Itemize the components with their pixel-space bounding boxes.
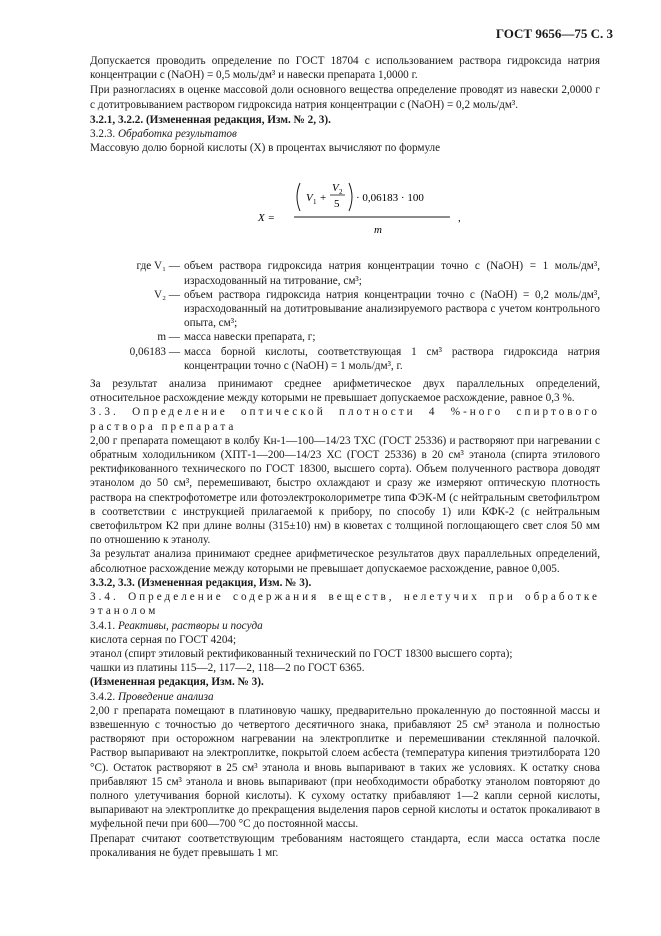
paragraph: Массовую долю борной кислоты (X) в процентах вычисляют по формуле	[90, 142, 441, 155]
formula-lhs: X =	[258, 212, 275, 225]
definition-row: m — масса навески препарата, г;	[157, 331, 316, 344]
section-heading: 3.3. Определение оптической плотности 4 %-ного спиртового раствора препарата	[90, 406, 600, 433]
amendment-note: (Измененная редакция, Изм. № 3).	[90, 676, 264, 689]
section-heading: 3.2.3. Обработка результатов	[90, 128, 237, 141]
paragraph: За результат анализа принимают среднее арифметическое двух параллельных определений, относительное расхождение между которыми не превышает допускаемое расхождение, равное 0,3 %.	[90, 378, 600, 405]
svg-text:V: V	[332, 182, 339, 195]
section-heading: 3.4.1. Реактивы, растворы и посуда	[90, 619, 263, 632]
svg-text:+: +	[320, 192, 327, 205]
definition-row: где V₁ — объем раствора гидроксида натрия концентрации точно c (NaOH) = 1 моль/дм³, израсходованный на титрование, см³;	[136, 260, 600, 287]
paragraph: 2,00 г препарата помещают в колбу Кн-1—100—14/23 ТХС (ГОСТ 25336) и растворяют при нагревании с обратным холодильником (ХПТ-1—200—14/23 ХС (ГОСТ 25336) в 20 см³ этанола (спирта этилового ректификованного технического по ГОСТ 18300, высшего сорта). Объем полученного раствора доводят этанолом до 50 см³, перемешивают, быстро охлаждают и сразу же измеряют оптическую плотность раствора на спектрофотометре или фотоэлектроколориметре типа ФЭК-М (с нейтральным светофильтром в соответствии с инструкцией прилагаемой к прибору, по способу 1) или КФК-2 (с нейтральным светофильтром К2 при длине волны (315±10) нм) в кюветах с толщиной поглощающего свет слоя 50 мм по отношению к этанолу.	[90, 434, 600, 547]
definition-row: 0,06183 — масса борной кислоты, соответствующая 1 см³ раствора гидроксида натрия концентрации точно c (NaOH) = 1 моль/дм³, г.	[129, 345, 600, 372]
page-header: ГОСТ 9656—75 С. 3	[495, 26, 613, 41]
formula	[90, 161, 600, 257]
variable-definitions	[90, 259, 600, 373]
list-item: кислота серная по ГОСТ 4204;	[90, 633, 237, 646]
document-body	[90, 54, 600, 860]
list-item: чашки из платины 115—2, 117—2, 118—2 по ГОСТ 6365.	[90, 662, 365, 675]
svg-text:1: 1	[313, 198, 317, 207]
svg-text:m: m	[374, 224, 382, 237]
paragraph: Препарат считают соответствующим требованиям настоящего стандарта, если масса остатка после прокаливания не будет превышать 1 мг.	[90, 832, 600, 859]
svg-text:· 0,06183 · 100: · 0,06183 · 100	[356, 192, 424, 205]
paragraph: Допускается проводить определение по ГОСТ 18704 с использованием раствора гидроксида натрия концентрации c (NaOH) = 0,5 моль/дм³ и навески препарата 1,0000 г.	[90, 55, 600, 82]
formula-graphic	[250, 161, 530, 253]
amendment-note: 3.3.2, 3.3. (Измененная редакция, Изм. № 3).	[90, 576, 312, 589]
svg-text:2: 2	[339, 188, 343, 197]
list-item: этанол (спирт этиловый ректификованный технический по ГОСТ 18300 высшего сорта);	[90, 647, 513, 660]
paragraph: За результат анализа принимают среднее арифметическое результатов двух параллельных определений, абсолютное расхождение между которыми не превышает допускаемое расхождение, равное 0,005.	[90, 548, 600, 575]
section-heading: 3.4. Определение содержания веществ, нелетучих при обработке этанолом	[90, 591, 600, 618]
definition-row: V₂ — объем раствора гидроксида натрия концентрации точно c (NaOH) = 0,2 моль/дм³, израсходованный на дотитровывание анализируемого раствора с учетом контрольного опыта, см³;	[154, 288, 600, 330]
svg-text:V: V	[306, 192, 313, 205]
paragraph: 2,00 г препарата помещают в платиновую чашку, предварительно прокаленную до постоянной массы и взвешенную с точностью до четвертого десятичного знака, прибавляют 25 см³ этанола и полностью растворяют при осторожном нагревании на электроплитке и перемешивании стеклянной палочкой. Раствор выпаривают на электроплитке, покрытой слоем асбеста (температура кипения триэтилбората 120 °С). Остаток растворяют в 25 см³ этанола и вновь выпаривают в таких же условиях. К остатку снова прибавляют 15 см³ этанола и вновь выпаривают (при необходимости обработку этанолом повторяют до полного улетучивания борной кислоты). К сухому остатку прибавляют 1—2 капли серной кислоты, выпаривают на электроплитке до прекращения выделения паров серной кислоты и остаток прокаливают в муфельной печи при 600—700 °С до постоянной массы.	[90, 704, 600, 831]
amendment-note: 3.2.1, 3.2.2. (Измененная редакция, Изм. № 2, 3).	[90, 113, 331, 126]
svg-text:5: 5	[334, 198, 340, 211]
svg-text:,: ,	[458, 212, 461, 225]
paragraph: При разногласиях в оценке массовой доли основного вещества определение проводят из навески 2,0000 г с дотитровыванием раствором гидроксида натрия концентрации c (NaOH) = 0,2 моль/дм³.	[90, 84, 600, 111]
section-heading: 3.4.2. Проведение анализа	[90, 690, 214, 703]
